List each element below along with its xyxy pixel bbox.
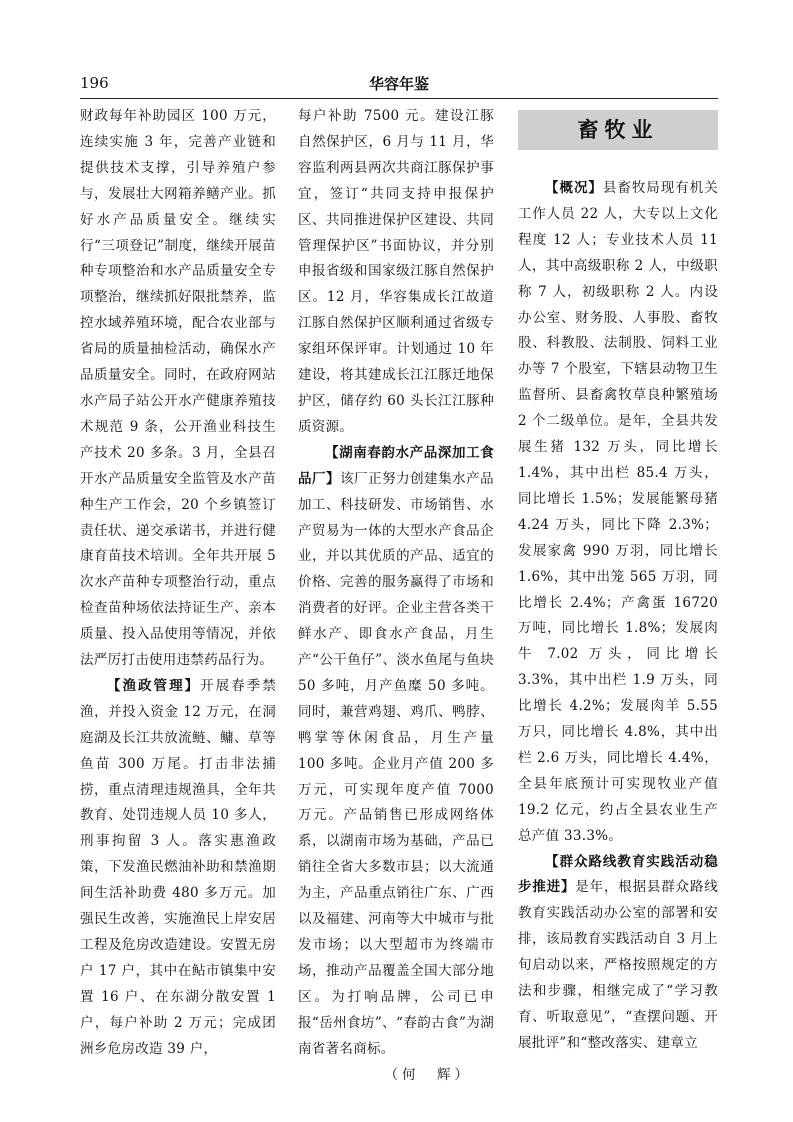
section-heading-overview: 【概况】 [545,180,603,196]
section-heading-mass-line: 【群众路线教育实践活动稳步推进】 [518,853,718,896]
paragraph-mass-line [518,850,718,1057]
section-heading-fishery-admin: 【渔政管理】 [107,677,201,694]
column-right [518,104,718,1057]
paragraph-aquatic-quality: 财政每年补助园区 100 万元，连续实施 3 年，完善产业链和提供技术支撑，引导养殖户参与，发展壮大网箱养鳝产业。抓好水产品质量安全。继续实行“三项登记”制度，继续开展苗种专项整治和水产品质量安全专项整治，继续抓好限批禁养，监控水域养殖环境，配合农业部与省局的质量抽检活动，确保水产品质量安全。同时，在政府网站水产局子站公开水产健康养殖技术规范 9 条，公开渔业科技生产技术 20 多条。3 月，全县召开水产品质量安全监管及水产苗种生产工作会，20 个乡镇签订责任状、递交承诺书，并进行健康育苗技术培训。全年共开展 5 次水产苗种专项整治行动，重点检查苗种场依法持证生产、亲本质量、投入品使用等情况，并依法严厉打击使用违禁药品行为。 [80,108,276,669]
section-heading-chunyun-factory: 【湖南春韵水产品深加工食品厂】 [298,444,494,487]
column-middle [298,104,494,1088]
author-credit: （何 辉） [384,1066,472,1083]
paragraph-overview-text: 县畜牧局现有机关工作人员 22 人，大专以上文化程度 12 人；专业技术人员 11 人，其中高级职称 2 人，中级职称 7 人，初级职称 2 人。内设办公室、财务股、人事股、畜牧股、科教股、法制股、饲料工业办等 7 个股室，下辖县动物卫生监督所、县畜禽牧草良种繁殖场 2 个二级单位。是年，全县共发展生猪 132 万头，同比增长 1.4%，其中出栏 85.4 万头，同比增长 1.5%；发展能繁母猪 4.24 万头，同比下降 2.3%；发展家禽 990 万羽，同比增长 1.6%，其中出笼 565 万羽，同比增长 2.4%；产禽蛋 16720 万吨，同比增长 1.8%；发展肉牛 7.02 万头，同比增长 3.3%，其中出栏 1.9 万头，同比增长 4.2%；发展肉羊 5.55 万只，同比增长 4.8%，其中出栏 2.6 万头，同比增长 4.4%，全县年底预计可实现牧业产值 19.2 亿元，约占全县农业生产总产值 33.3%。 [518,180,718,844]
column-left [80,104,276,1063]
paragraph-fishery-admin [80,674,276,1063]
paragraph-overview [518,176,718,850]
page-number: 196 [80,74,109,92]
paragraph-chunyun-factory [298,441,494,1063]
paragraph-mass-line-text: 是年，根据县群众路线教育实践活动办公室的部署和安排，该局教育实践活动自 3 月上旬启动以来，严格按照规定的方法和步骤，相继完成了“学习教育、听取意见”，“查摆问题、开展批评”和“整改落实、建章立 [518,879,719,1051]
paragraph-fishery-admin-text: 开展春季禁渔，并投入资金 12 万元，在洞庭湖及长江共放流鲢、鳙、草等鱼苗 300 万尾。打击非法捕捞，重点清理违规渔具，全年共教育、处罚违规人员 10 多人，刑事拘留 3 人。落实惠渔政策，下发渔民燃油补助和禁渔期间生活补助费 480 多万元。加强民生改善，实施渔民上岸安居工程及危房改造建设。安置无房户 17 户，其中在鲇市镇集中安置 16 户、在东湖分散安置 1 户，每户补助 2 万元；完成团洲乡危房改造 39 户， [80,677,276,1057]
paragraph-porpoise-reserve: 每户补助 7500 元。建设江豚自然保护区，6 月与 11 月，华容监利两县两次共商江豚保护事宜，签订“共同支持申报保护区、共同推进保护区建设、共同管理保护区”书面协议，并分别申报省级和国家级江豚自然保护区。12 月，华容集成长江故道江豚自然保护区顺利通过省级专家组环保评审。计划通过 10 年建设，将其建成长江江豚迁地保护区，储存约 60 头长江江豚种质资源。 [298,108,494,435]
book-title: 华容年鉴 [368,75,429,93]
section-banner-animal-husbandry: 畜牧业 [518,110,718,150]
paragraph-chunyun-factory-text: 该厂正努力创建集水产品加工、科技研发、市场销售、水产贸易为一体的大型水产食品企业，并以其优质的产品、适宜的价格、完善的服务赢得了市场和消费者的好评。企业主营各类干鲜水产、即食水产食品，月生产“公干鱼仔”、淡水鱼尾与鱼块 50 多吨，月产鱼糜 50 多吨。同时，兼营鸡翅、鸡爪、鸭脖、鸭掌等休闲食品，月生产量 100 多吨。企业月产值 200 多万元，可实现年度产值 7000 万元。产品销售已形成网络体系，以湖南市场为基础，产品已销往全省大多数市县；以大流通为主，产品重点销往广东、广西以及福建、河南等大中城市与批发市场；以大型超市为终端市场，推动产品覆盖全国大部分地区。为打响品牌，公司已申报“岳州食坊”、“春韵古食”为湖南省著名商标。 [298,470,494,1057]
page-header [80,72,718,99]
